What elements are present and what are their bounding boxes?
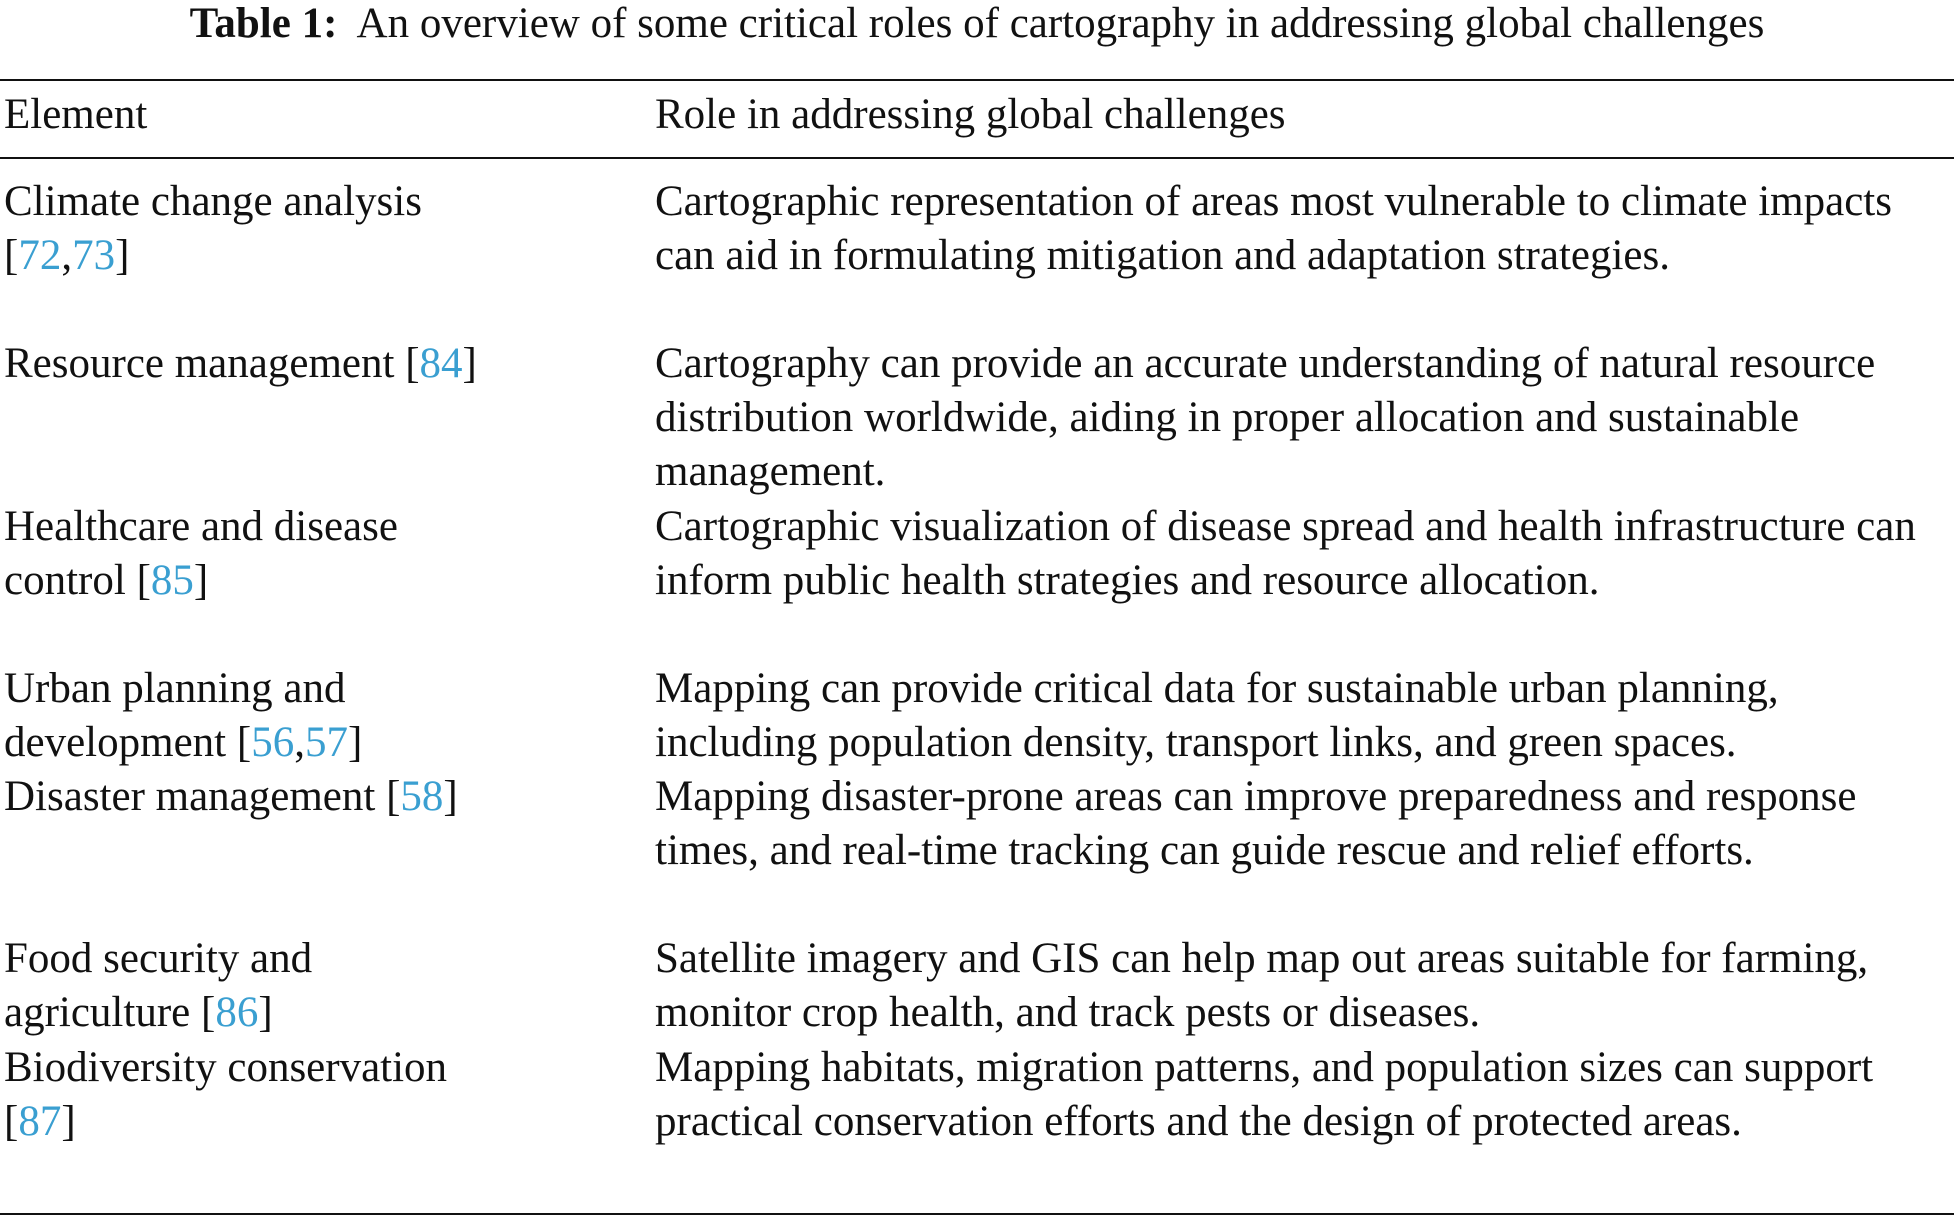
citation-link[interactable]: 58: [400, 773, 444, 821]
row-role-cell: Satellite imagery and GIS can help map out areas suitable for farming, monitor crop health, and track pests or diseases.: [655, 935, 1869, 1037]
table-row: [0, 500, 1954, 662]
row-element-cell: Climate change analysis [72,73]: [4, 178, 422, 280]
table-row: [0, 932, 1954, 1040]
citation-link[interactable]: 57: [304, 718, 348, 766]
citation-link[interactable]: 86: [215, 989, 259, 1037]
element-name: Resource management: [4, 340, 395, 388]
citation-link[interactable]: 72: [18, 232, 62, 280]
table-row: [0, 337, 1954, 499]
table-caption-label: Table 1:: [189, 0, 338, 47]
row-role-cell: Mapping can provide critical data for sustainable urban planning, including population density, transport links, and green spaces.: [655, 664, 1779, 766]
table-caption: [0, 0, 1954, 48]
citation-link[interactable]: 87: [18, 1097, 62, 1145]
element-name: Urban planning and development: [4, 664, 346, 766]
citation-link[interactable]: 84: [419, 340, 463, 388]
table-row: [0, 770, 1954, 932]
row-role-cell: Cartographic representation of areas most vulnerable to climate impacts can aid in formulating mitigation and adaptation strategies.: [655, 178, 1892, 280]
table-header-rule: [0, 157, 1954, 159]
row-element-cell: Resource management [84]: [4, 340, 477, 388]
table-caption-text: An overview of some critical roles of cartography in addressing global challenges: [356, 0, 1765, 47]
element-name: Climate change analysis: [4, 178, 422, 225]
row-element-cell: Biodiversity conservation [87]: [4, 1043, 448, 1145]
row-role-cell: Mapping disaster-prone areas can improve preparedness and response times, and real-time tracking can guide rescue and relief efforts.: [655, 773, 1857, 875]
column-header-element: Element: [4, 91, 148, 138]
table-row: [0, 662, 1954, 770]
column-header-role: Role in addressing global challenges: [655, 91, 1286, 138]
row-element-cell: Urban planning and development [56,57]: [4, 664, 363, 766]
table-body: [0, 175, 1954, 1203]
table-bottom-rule: [0, 1213, 1954, 1215]
table-top-rule: [0, 79, 1954, 81]
table-row: [0, 1041, 1954, 1203]
row-role-cell: Cartographic visualization of disease spread and health infrastructure can inform public health strategies and resource allocation.: [655, 502, 1916, 604]
element-name: Food security and agriculture: [4, 935, 313, 1037]
citation-link[interactable]: 73: [72, 232, 116, 280]
citation-link[interactable]: 85: [150, 556, 194, 604]
element-name: Healthcare and disease control: [4, 502, 398, 604]
row-element-cell: Food security and agriculture [86]: [4, 935, 313, 1037]
element-name: Biodiversity conservation: [4, 1043, 448, 1091]
table-header-row: [0, 88, 1954, 142]
row-role-cell: Mapping habitats, migration patterns, and population sizes can support practical conservation efforts and the design of protected areas.: [655, 1043, 1874, 1145]
citation-link[interactable]: 56: [251, 718, 295, 766]
element-name: Disaster management: [4, 773, 376, 821]
row-element-cell: Healthcare and disease control [85]: [4, 502, 398, 604]
row-role-cell: Cartography can provide an accurate understanding of natural resource distribution worldwide, aiding in proper allocation and sustainable management.: [655, 340, 1876, 496]
table-row: [0, 175, 1954, 337]
row-element-cell: Disaster management [58]: [4, 773, 458, 821]
